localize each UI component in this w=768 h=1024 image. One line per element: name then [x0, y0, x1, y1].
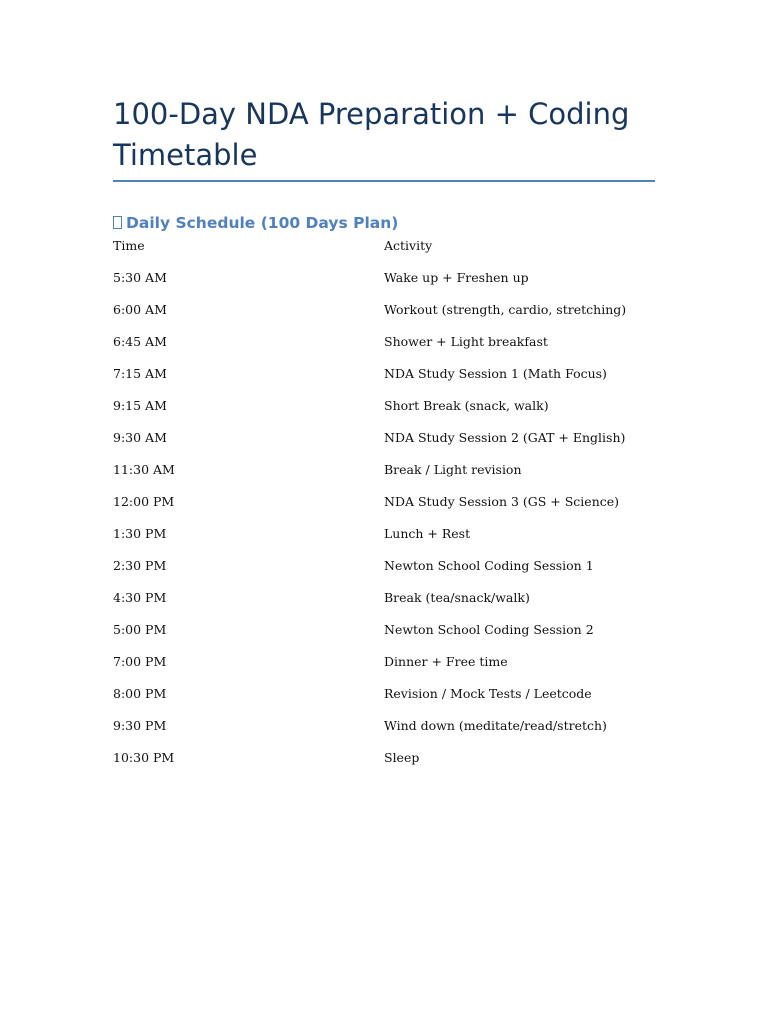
- time-cell: 10:30 PM: [113, 750, 175, 765]
- title-underline: [113, 180, 655, 182]
- time-cell: 5:30 AM: [113, 270, 167, 285]
- time-cell: 12:00 PM: [113, 494, 175, 509]
- section-heading: [113, 212, 398, 234]
- activity-cell: Workout (strength, cardio, stretching): [384, 302, 627, 317]
- activity-cell: Lunch + Rest: [384, 526, 471, 541]
- activity-cell: Newton School Coding Session 1: [384, 558, 594, 573]
- time-cell: 9:15 AM: [113, 398, 167, 413]
- table-row: [113, 301, 673, 333]
- table-row: [113, 333, 673, 365]
- activity-cell: NDA Study Session 2 (GAT + English): [384, 430, 626, 445]
- activity-cell: Wind down (meditate/read/stretch): [384, 718, 607, 733]
- table-row: [113, 589, 673, 621]
- activity-cell: Shower + Light breakfast: [384, 334, 548, 349]
- table-row: [113, 365, 673, 397]
- document-title: 100-Day NDA Preparation + Coding Timetable: [113, 97, 630, 172]
- activity-cell: Break (tea/snack/walk): [384, 590, 530, 605]
- column-header-activity: Activity: [384, 238, 433, 253]
- activity-cell: NDA Study Session 1 (Math Focus): [384, 366, 607, 381]
- time-cell: 4:30 PM: [113, 590, 167, 605]
- activity-cell: Wake up + Freshen up: [384, 270, 529, 285]
- table-row: [113, 685, 673, 717]
- activity-cell: Dinner + Free time: [384, 654, 508, 669]
- table-row: [113, 429, 673, 461]
- time-cell: 9:30 AM: [113, 430, 167, 445]
- table-row: [113, 557, 673, 589]
- activity-cell: Revision / Mock Tests / Leetcode: [384, 686, 592, 701]
- time-cell: 1:30 PM: [113, 526, 167, 541]
- table-row: [113, 653, 673, 685]
- time-cell: 6:00 AM: [113, 302, 167, 317]
- time-cell: 7:00 PM: [113, 654, 167, 669]
- table-row: [113, 525, 673, 557]
- table-row: [113, 493, 673, 525]
- column-header-time: Time: [113, 238, 145, 253]
- activity-cell: Short Break (snack, walk): [384, 398, 549, 413]
- time-cell: 2:30 PM: [113, 558, 167, 573]
- table-row: [113, 717, 673, 749]
- table-row: [113, 749, 673, 781]
- time-cell: 5:00 PM: [113, 622, 167, 637]
- table-row: [113, 269, 673, 301]
- time-cell: 11:30 AM: [113, 462, 175, 477]
- schedule-table: [113, 237, 673, 781]
- time-cell: 6:45 AM: [113, 334, 167, 349]
- time-cell: 9:30 PM: [113, 718, 167, 733]
- time-cell: 7:15 AM: [113, 366, 167, 381]
- activity-cell: Break / Light revision: [384, 462, 522, 477]
- table-header-row: [113, 237, 673, 269]
- section-heading-text: Daily Schedule (100 Days Plan): [126, 214, 399, 232]
- calendar-icon: [113, 216, 122, 229]
- table-row: [113, 621, 673, 653]
- table-row: [113, 461, 673, 493]
- activity-cell: NDA Study Session 3 (GS + Science): [384, 494, 620, 509]
- activity-cell: Newton School Coding Session 2: [384, 622, 594, 637]
- table-row: [113, 397, 673, 429]
- activity-cell: Sleep: [384, 750, 420, 765]
- time-cell: 8:00 PM: [113, 686, 167, 701]
